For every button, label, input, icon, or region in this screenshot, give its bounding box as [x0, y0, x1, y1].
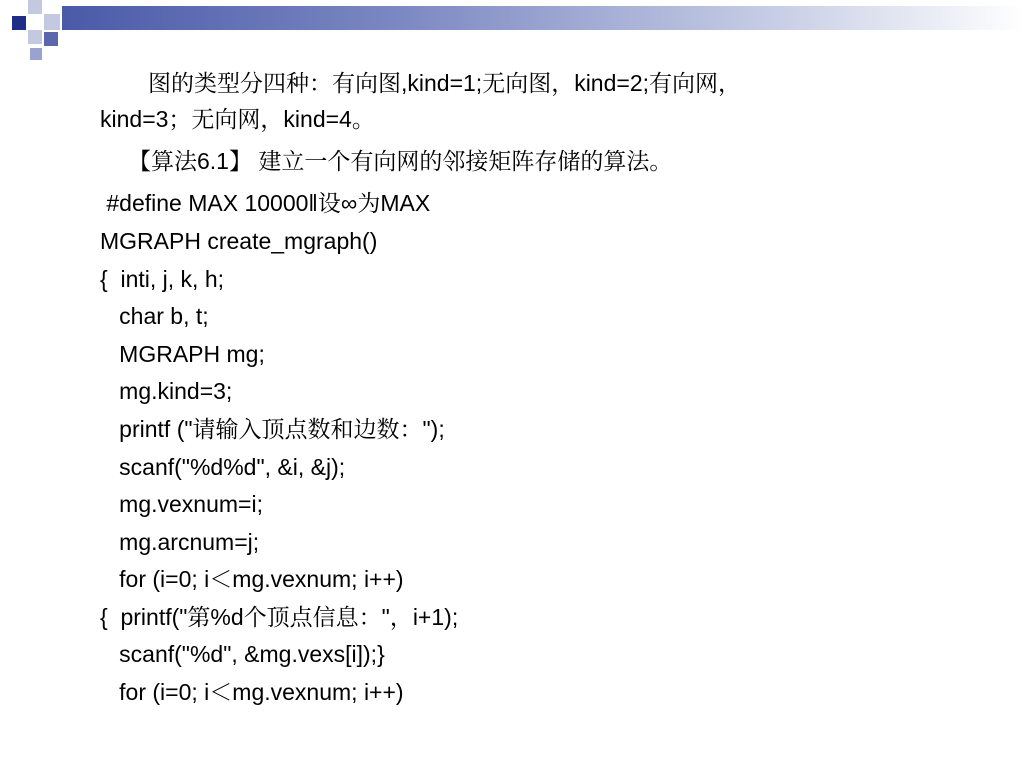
code-line: { inti, j, k, h; — [100, 266, 224, 292]
code-line: for (i=0; i＜mg.vexnum; i++) — [100, 566, 404, 592]
code-line: scanf("%d%d", &i, &j); — [100, 454, 346, 480]
decor-square — [30, 48, 42, 60]
code-line: for (i=0; i＜mg.vexnum; i++) — [100, 679, 404, 705]
code-line: MGRAPH create_mgraph() — [100, 228, 378, 254]
header-gradient-bar — [62, 6, 1024, 30]
code-line: MGRAPH mg; — [100, 341, 265, 367]
code-line: char b, t; — [100, 303, 209, 329]
intro-line-2: kind=3；无向网，kind=4。 — [100, 106, 375, 132]
code-line: #define MAX 10000‖设∞为MAX — [100, 190, 431, 216]
decor-square — [44, 32, 58, 46]
code-line: { printf("第%d个顶点信息："，i+1); — [100, 604, 459, 630]
decor-square — [28, 0, 42, 14]
code-line: mg.arcnum=j; — [100, 529, 260, 555]
code-line: mg.vexnum=i; — [100, 491, 263, 517]
intro-line-1: 图的类型分四种：有向图,kind=1;无向图，kind=2;有向网， — [148, 70, 742, 96]
code-line: scanf("%d", &mg.vexs[i]);} — [100, 641, 385, 667]
code-line: mg.kind=3; — [100, 378, 233, 404]
algorithm-heading: 【算法6.1】 建立一个有向网的邻接矩阵存储的算法。 — [128, 148, 673, 174]
decor-square — [44, 14, 60, 30]
decor-square — [12, 16, 26, 30]
decor-square — [28, 30, 42, 44]
header-decoration — [0, 0, 1024, 70]
code-line: printf ("请输入顶点数和边数："); — [100, 416, 445, 442]
